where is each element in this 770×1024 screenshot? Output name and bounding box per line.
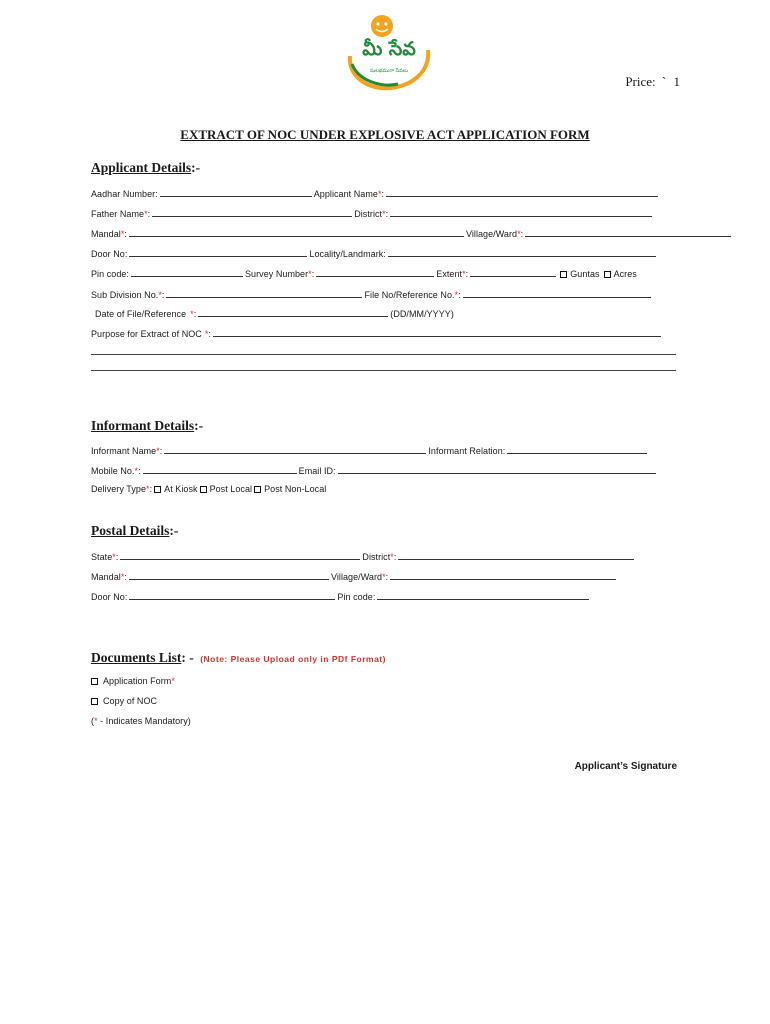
delivery-type-label: Delivery Type <box>91 484 147 494</box>
mobile-label: Mobile No. <box>91 466 135 476</box>
logo-text: మీ సేవ <box>362 38 416 60</box>
sub-division-required: * <box>158 290 162 300</box>
purpose-field-line-2[interactable] <box>91 354 676 355</box>
door-no-label: Door No: <box>91 249 128 259</box>
purpose-field-line-3[interactable] <box>91 370 676 371</box>
survey-field[interactable] <box>316 267 434 277</box>
purpose-label: Purpose for Extract of NOC <box>91 329 202 339</box>
extent-label: Extent <box>436 269 463 279</box>
aadhar-number-field[interactable] <box>160 187 312 197</box>
extent-field[interactable] <box>470 267 556 277</box>
postal-village-required: * <box>382 572 386 582</box>
row-purpose: Purpose for Extract of NOC *: <box>91 327 663 339</box>
village-field[interactable] <box>525 227 731 237</box>
informant-relation-label: Informant Relation: <box>428 446 506 456</box>
application-form-label: Application Form <box>103 676 172 686</box>
guntas-checkbox[interactable] <box>560 271 567 278</box>
price <box>625 74 680 90</box>
postal-heading-text: Postal Details <box>91 523 170 538</box>
row-mobile-email: Mobile No.*: Email ID: <box>91 464 658 476</box>
document-item-copy-of-noc <box>89 696 157 706</box>
postal-door-no-field[interactable] <box>129 590 335 600</box>
documents-note: (Note: Please Upload only in PDf Format) <box>200 654 386 664</box>
delivery-post-local-label: Post Local <box>209 484 253 494</box>
door-no-field[interactable] <box>129 247 307 257</box>
postal-state-label: State <box>91 552 113 562</box>
village-required: * <box>517 229 521 239</box>
postal-pin-code-field[interactable] <box>377 590 589 600</box>
application-form-required: * <box>171 676 175 686</box>
copy-of-noc-checkbox[interactable] <box>91 698 98 705</box>
date-format: (DD/MM/YYYY) <box>390 309 454 319</box>
postal-district-field[interactable] <box>398 550 634 560</box>
locality-field[interactable] <box>388 247 656 257</box>
informant-name-field[interactable] <box>164 444 426 454</box>
row-father-district: Father Name*: District*: <box>91 207 654 219</box>
acres-checkbox[interactable] <box>604 271 611 278</box>
mobile-required: * <box>134 466 139 476</box>
application-form-checkbox[interactable] <box>91 678 98 685</box>
postal-mandal-label: Mandal <box>91 572 121 582</box>
informant-details-heading <box>91 418 203 434</box>
guntas-label: Guntas <box>570 269 600 279</box>
applicant-heading-text: Applicant Details <box>91 160 192 175</box>
row-postal-mandal-village: Mandal*: Village/Ward*: <box>91 570 618 582</box>
postal-mandal-required: * <box>120 572 125 582</box>
informant-name-label: Informant Name <box>91 446 157 456</box>
email-label: Email ID: <box>298 466 336 476</box>
delivery-post-non-local-label: Post Non-Local <box>264 484 327 494</box>
informant-name-required: * <box>156 446 160 456</box>
district-required: * <box>382 209 386 219</box>
file-no-field[interactable] <box>463 288 651 298</box>
row-aadhar-applicant: Aadhar Number: Applicant Name*: <box>91 187 660 199</box>
delivery-post-non-local-checkbox[interactable] <box>254 486 261 493</box>
row-postal-state-district: State*: District*: <box>91 550 636 562</box>
form-title: EXTRACT OF NOC UNDER EXPLOSIVE ACT APPLICATION FORM <box>180 127 590 142</box>
postal-state-field[interactable] <box>120 550 360 560</box>
aadhar-label: Aadhar Number: <box>91 189 158 199</box>
pin-code-field[interactable] <box>131 267 243 277</box>
delivery-type-required: * <box>146 484 150 494</box>
postal-heading-suffix: :- <box>169 523 179 538</box>
applicant-name-required: * <box>377 189 382 199</box>
row-delivery-type: Delivery Type*: At Kiosk Post Local Post Non-Local <box>91 484 327 494</box>
mobile-field[interactable] <box>143 464 297 474</box>
father-name-required: * <box>144 209 148 219</box>
postal-village-label: Village/Ward <box>330 572 383 582</box>
price-currency-symbol: ` <box>661 74 667 89</box>
documents-heading-suffix: : - <box>181 650 194 665</box>
locality-label: Locality/Landmark: <box>309 249 386 259</box>
mandal-required: * <box>120 229 125 239</box>
documents-heading-text: Documents List <box>91 650 182 665</box>
postal-pin-code-label: Pin code: <box>337 592 376 602</box>
applicant-signature-label: Applicant’s Signature <box>574 761 677 772</box>
informant-heading-suffix: :- <box>194 418 204 433</box>
mandatory-asterisk: * <box>94 716 98 726</box>
sub-division-field[interactable] <box>166 288 362 298</box>
survey-label: Survey Number <box>244 269 309 279</box>
row-postal-door-pin <box>91 590 591 602</box>
mandal-field[interactable] <box>129 227 464 237</box>
mandatory-indicator-note <box>91 716 191 726</box>
district-field[interactable] <box>390 207 652 217</box>
price-label: Price: <box>625 74 656 89</box>
documents-list-heading <box>91 649 386 667</box>
email-field[interactable] <box>338 464 656 474</box>
file-no-label: File No/Reference No. <box>364 290 455 300</box>
postal-details-heading <box>91 523 178 539</box>
postal-mandal-field[interactable] <box>129 570 329 580</box>
mandal-label: Mandal <box>91 229 121 239</box>
row-date: Date of File/Reference *: (DD/MM/YYYY) <box>95 309 454 319</box>
date-required: * <box>190 309 194 319</box>
postal-door-no-label: Door No: <box>91 592 128 602</box>
copy-of-noc-label: Copy of NOC <box>103 696 158 706</box>
date-field[interactable] <box>198 307 388 317</box>
extent-required: * <box>462 269 466 279</box>
delivery-at-kiosk-checkbox[interactable] <box>154 486 161 493</box>
informant-heading-text: Informant Details <box>91 418 195 433</box>
meeseva-logo <box>336 12 438 92</box>
pin-code-label: Pin code: <box>91 269 129 279</box>
mandatory-open: ( <box>91 716 95 726</box>
village-label: Village/Ward <box>465 229 518 239</box>
postal-state-required: * <box>112 552 116 562</box>
postal-village-field[interactable] <box>390 570 616 580</box>
mandatory-text: - Indicates Mandatory) <box>97 716 191 726</box>
row-mandal-village: Mandal*: Village/Ward*: <box>91 227 733 239</box>
row-door-locality <box>91 247 658 259</box>
delivery-post-local-checkbox[interactable] <box>200 486 207 493</box>
applicant-heading-suffix: :- <box>191 160 201 175</box>
document-item-application-form <box>89 676 175 686</box>
acres-label: Acres <box>613 269 637 279</box>
price-value: 1 <box>673 74 680 89</box>
row-informant-name-relation: Informant Name*: Informant Relation: <box>91 444 649 456</box>
postal-district-label: District <box>362 552 391 562</box>
applicant-name-label: Applicant Name <box>313 189 378 199</box>
district-label: District <box>354 209 383 219</box>
applicant-details-heading <box>91 160 200 176</box>
sub-division-label: Sub Division No. <box>91 290 159 300</box>
row-subdivision-file: Sub Division No.*: File No/Reference No.*: <box>91 288 653 300</box>
file-no-required: * <box>454 290 459 300</box>
logo-tagline: సులభముగా సేవలు <box>369 68 409 74</box>
date-label: Date of File/Reference <box>95 309 187 319</box>
survey-required: * <box>308 269 312 279</box>
purpose-required: * <box>204 329 209 339</box>
row-pin-survey-extent: Pin code: Survey Number*: Extent*: Guntas Acres <box>91 269 637 279</box>
delivery-at-kiosk-label: At Kiosk <box>164 484 198 494</box>
informant-relation-field[interactable] <box>507 444 647 454</box>
applicant-name-field[interactable] <box>386 187 658 197</box>
postal-district-required: * <box>390 552 394 562</box>
father-name-field[interactable] <box>152 207 352 217</box>
father-name-label: Father Name <box>91 209 145 219</box>
purpose-field[interactable] <box>213 327 661 337</box>
